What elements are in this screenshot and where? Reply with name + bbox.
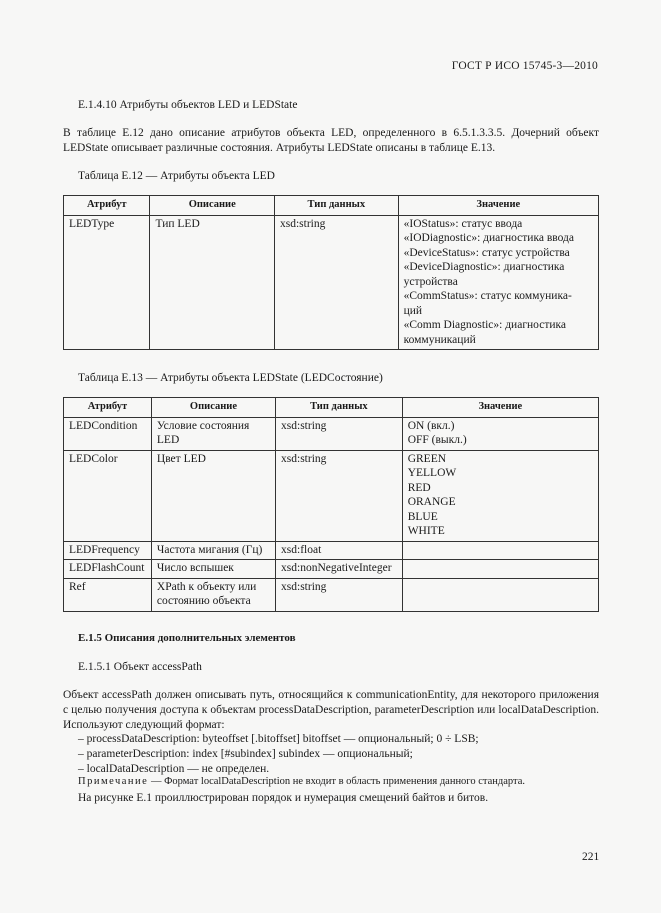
description-line: Цвет LED bbox=[156, 452, 206, 465]
value-line: GREEN bbox=[407, 452, 447, 465]
value-line: WHITE bbox=[407, 525, 445, 537]
standard-header: ГОСТ Р ИСО 15745-3—2010 bbox=[451, 60, 598, 72]
value-line: «IODiagnostic»: диагностика ввода bbox=[403, 232, 575, 244]
list-item: – processDataDescription: byteoffset [.bitoffset] bitoffset — опциональный; 0 ÷ LSB; bbox=[78, 733, 479, 745]
column-header-value: Значение bbox=[402, 398, 598, 418]
cell-description bbox=[151, 541, 275, 560]
cell-values bbox=[402, 578, 598, 611]
intro-paragraph: В таблице Е.12 дано описание атрибутов объекта LED, определенного в 6.5.1.3.3.5. Дочерний объект LEDState описывает различные состояния. Атрибуты LEDState описаны в таблице Е.13. bbox=[63, 127, 599, 154]
table-row bbox=[64, 417, 599, 450]
value-line: ON (вкл.) bbox=[407, 419, 455, 432]
table-e13-caption: Таблица Е.13 — Атрибуты объекта LEDState (LEDСостояние) bbox=[78, 372, 383, 384]
description-line: LED bbox=[156, 434, 180, 446]
table-row bbox=[64, 560, 599, 579]
figure-reference-paragraph: На рисунке Е.1 проиллюстрирован порядок и нумерация смещений байтов и битов. bbox=[78, 792, 489, 804]
description-line: Частота мигания (Гц) bbox=[156, 543, 263, 556]
cell-attribute: Ref bbox=[64, 578, 152, 611]
list-item: – parameterDescription: index [#subindex] subindex — опциональный; bbox=[78, 748, 413, 760]
column-header-attribute: Атрибут bbox=[64, 196, 150, 216]
value-line: «CommStatus»: статус коммуника- bbox=[403, 290, 572, 302]
cell-description bbox=[151, 450, 275, 541]
value-line: «DeviceStatus»: статус устройства bbox=[403, 246, 570, 259]
value-line: ций bbox=[403, 304, 423, 317]
cell-attribute: LEDFlashCount bbox=[64, 560, 152, 579]
cell-description bbox=[151, 578, 275, 611]
cell-attribute: LEDCondition bbox=[64, 417, 152, 450]
list-item: – localDataDescription — не определен. bbox=[78, 763, 270, 775]
cell-type: xsd:float bbox=[276, 541, 403, 560]
table-row bbox=[64, 450, 599, 541]
cell-type: xsd:string bbox=[276, 417, 403, 450]
note-text: — Формат localDataDescription не входит в область применения данного стандарта. bbox=[148, 776, 526, 787]
column-header-type: Тип данных bbox=[276, 398, 403, 418]
description-line: состоянию объекта bbox=[156, 595, 251, 607]
description-line: Число вспышек bbox=[156, 562, 234, 574]
value-line: устройства bbox=[403, 275, 458, 288]
value-line: «Comm Diagnostic»: диагностика bbox=[403, 319, 567, 331]
value-line: RED bbox=[407, 481, 431, 494]
cell-type: xsd:string bbox=[275, 215, 399, 350]
column-header-description: Описание bbox=[151, 398, 275, 418]
section-title-e15: Е.1.5 Описания дополнительных элементов bbox=[78, 632, 296, 644]
cell-description: Тип LED bbox=[150, 215, 275, 350]
value-line: ORANGE bbox=[407, 496, 456, 508]
cell-attribute: LEDColor bbox=[64, 450, 152, 541]
column-header-type: Тип данных bbox=[275, 196, 399, 216]
value-line: «DeviceDiagnostic»: диагностика bbox=[403, 261, 565, 273]
value-line: OFF (выкл.) bbox=[407, 434, 467, 446]
table-e13 bbox=[63, 397, 599, 612]
cell-values bbox=[402, 541, 598, 560]
cell-description bbox=[151, 417, 275, 450]
cell-type: xsd:string bbox=[276, 450, 403, 541]
table-row bbox=[64, 215, 599, 350]
description-line: XPath к объекту или bbox=[156, 580, 257, 593]
column-header-value: Значение bbox=[398, 196, 598, 216]
section-title-e1410: Е.1.4.10 Атрибуты объектов LED и LEDState bbox=[78, 99, 298, 111]
cell-description bbox=[151, 560, 275, 579]
section-title-e151: Е.1.5.1 Объект accessPath bbox=[78, 661, 202, 673]
cell-attribute: LEDType bbox=[64, 215, 150, 350]
table-e12-caption: Таблица Е.12 — Атрибуты объекта LED bbox=[78, 170, 275, 182]
cell-values bbox=[402, 450, 598, 541]
table-header-row bbox=[64, 398, 599, 418]
cell-attribute: LEDFrequency bbox=[64, 541, 152, 560]
accesspath-paragraph: Объект accessPath должен описывать путь, относящийся к communicationEntity, для некоторого приложения с целью получения доступа к объектам processDataDescription, parameterDescription или localDataDescription. Используют следующий формат: bbox=[63, 689, 599, 731]
value-line: BLUE bbox=[407, 510, 438, 523]
table-e12 bbox=[63, 195, 599, 350]
format-list bbox=[78, 732, 479, 777]
note-label: Примечание bbox=[78, 776, 149, 787]
column-header-description: Описание bbox=[150, 196, 275, 216]
value-line: YELLOW bbox=[407, 467, 457, 479]
cell-type: xsd:string bbox=[276, 578, 403, 611]
value-line: «IOStatus»: статус ввода bbox=[403, 217, 523, 230]
table-header-row bbox=[64, 196, 599, 216]
cell-type: xsd:nonNegativeInteger bbox=[276, 560, 403, 579]
description-line: Условие состояния bbox=[156, 419, 250, 432]
value-line: коммуникаций bbox=[403, 333, 476, 346]
page-number: 221 bbox=[582, 851, 600, 863]
cell-values bbox=[402, 560, 598, 579]
table-row bbox=[64, 578, 599, 611]
note bbox=[78, 776, 525, 787]
cell-values bbox=[402, 417, 598, 450]
table-row bbox=[64, 541, 599, 560]
cell-values bbox=[398, 215, 598, 350]
column-header-attribute: Атрибут bbox=[64, 398, 152, 418]
